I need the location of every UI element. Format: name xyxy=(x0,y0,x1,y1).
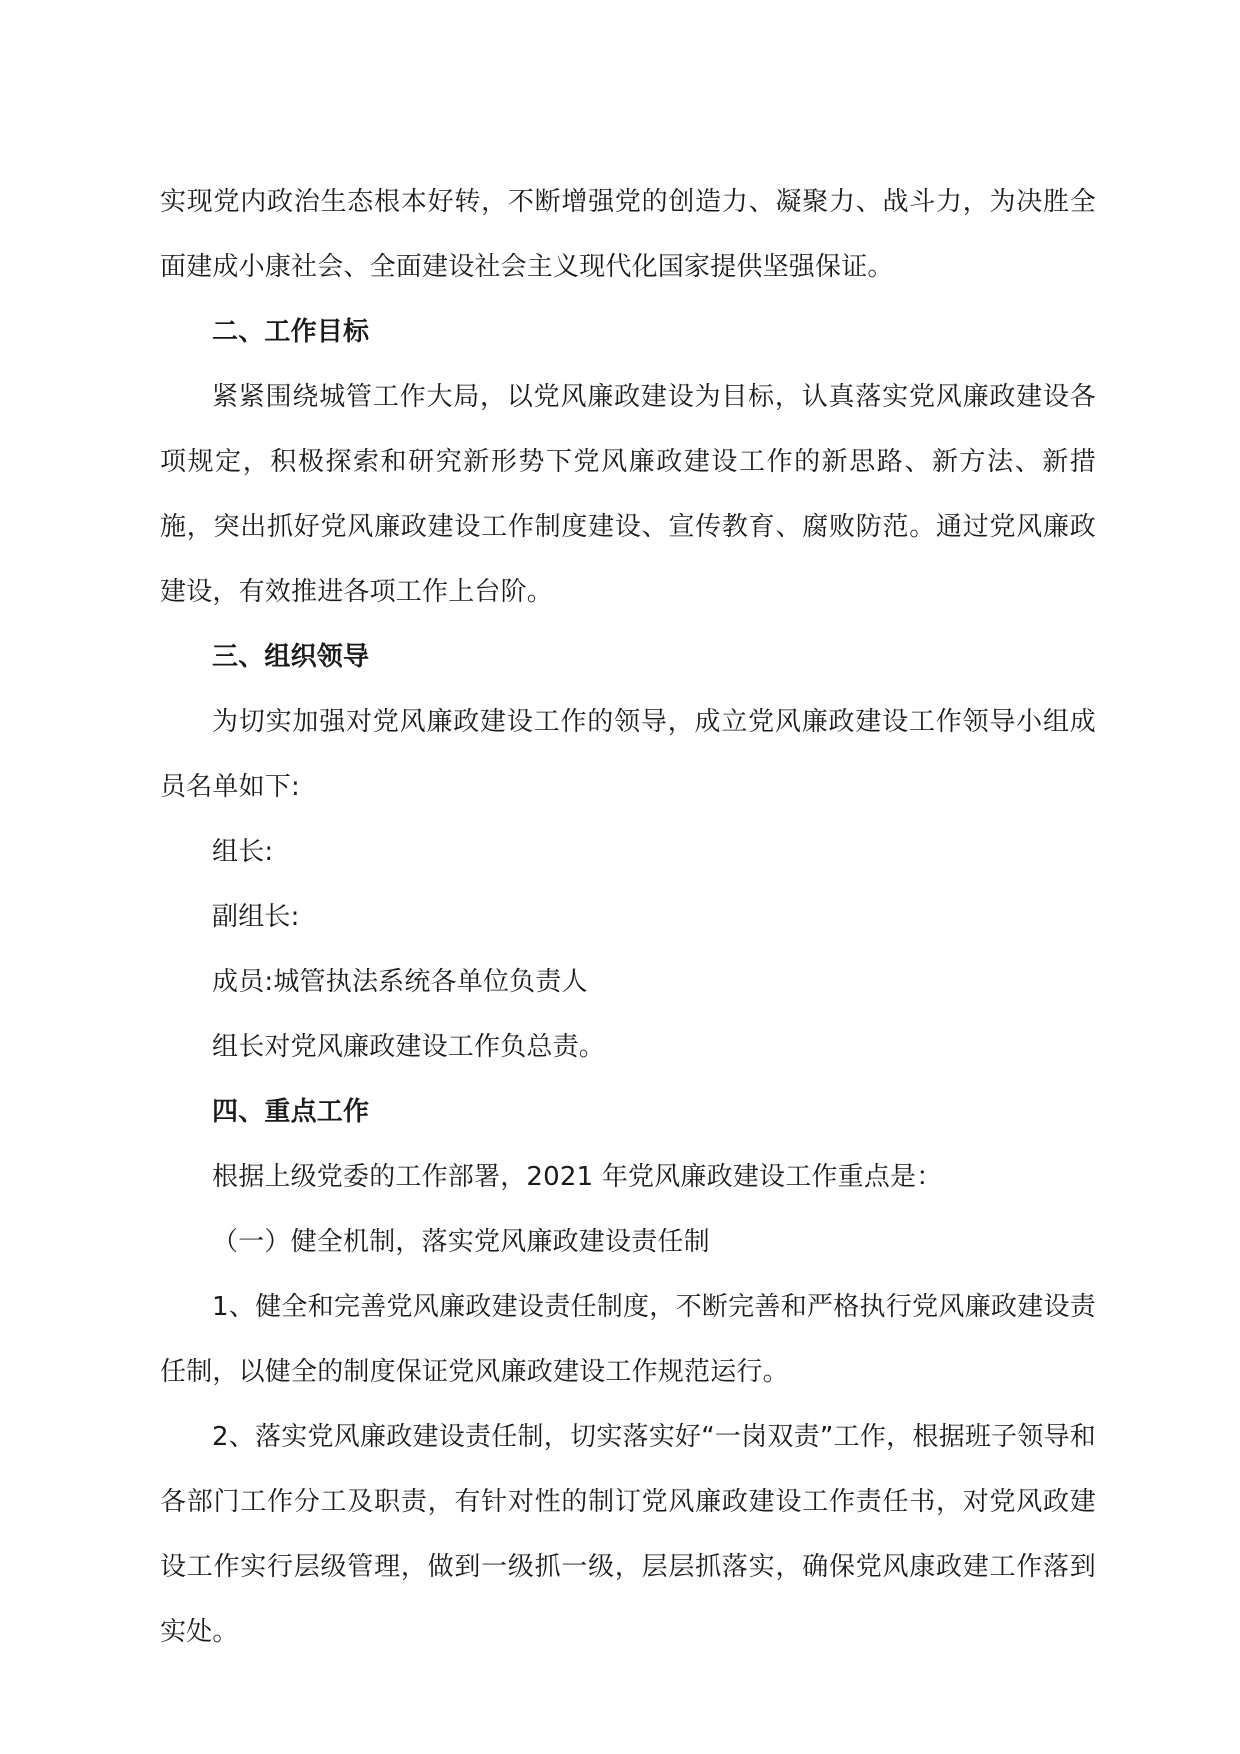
paragraph-key-work-intro: 根据上级党委的工作部署，2021 年党风廉政建设工作重点是： xyxy=(212,1162,943,1192)
list-item-2: 2、落实党风廉政建设责任制，切实落实好“一岗双责”工作，根据班子领导和各部门工作分工及职责，有针对性的制订党风廉政建设工作责任书，对党风政建设工作实行层级管理，做到一级抓一级，层层抓落实，确保党风康政建工作落到实处。 xyxy=(160,1422,1096,1647)
paragraph-members: 成员:城管执法系统各单位负责人 xyxy=(212,967,588,997)
document-body xyxy=(160,170,1096,1665)
paragraph-group-leader: 组长: xyxy=(212,837,274,867)
subheading-mechanism: （一）健全机制，落实党风廉政建设责任制 xyxy=(212,1227,710,1257)
paragraph-deputy-leader: 副组长: xyxy=(212,902,300,932)
paragraph-leader-responsibility: 组长对党风廉政建设工作负总责。 xyxy=(212,1032,606,1062)
paragraph-work-goals: 紧紧围绕城管工作大局，以党风廉政建设为目标，认真落实党风廉政建设各项规定，积极探索和研究新形势下党风廉政建设工作的新思路、新方法、新措施，突出抓好党风廉政建设工作制度建设、宣传教育、腐败防范。通过党风廉政建设，有效推进各项工作上台阶。 xyxy=(160,382,1096,607)
paragraph-intro-continuation: 实现党内政治生态根本好转，不断增强党的创造力、凝聚力、战斗力，为决胜全面建成小康社会、全面建设社会主义现代化国家提供坚强保证。 xyxy=(160,187,1096,282)
list-item-1: 1、健全和完善党风廉政建设责任制度，不断完善和严格执行党风廉政建设责任制，以健全的制度保证党风廉政建设工作规范运行。 xyxy=(160,1292,1096,1387)
heading-key-work: 四、重点工作 xyxy=(212,1097,370,1127)
heading-organization-leadership: 三、组织领导 xyxy=(212,642,370,672)
paragraph-leadership-group: 为切实加强对党风廉政建设工作的领导，成立党风廉政建设工作领导小组成员名单如下: xyxy=(160,707,1096,802)
heading-work-goals: 二、工作目标 xyxy=(212,317,370,347)
